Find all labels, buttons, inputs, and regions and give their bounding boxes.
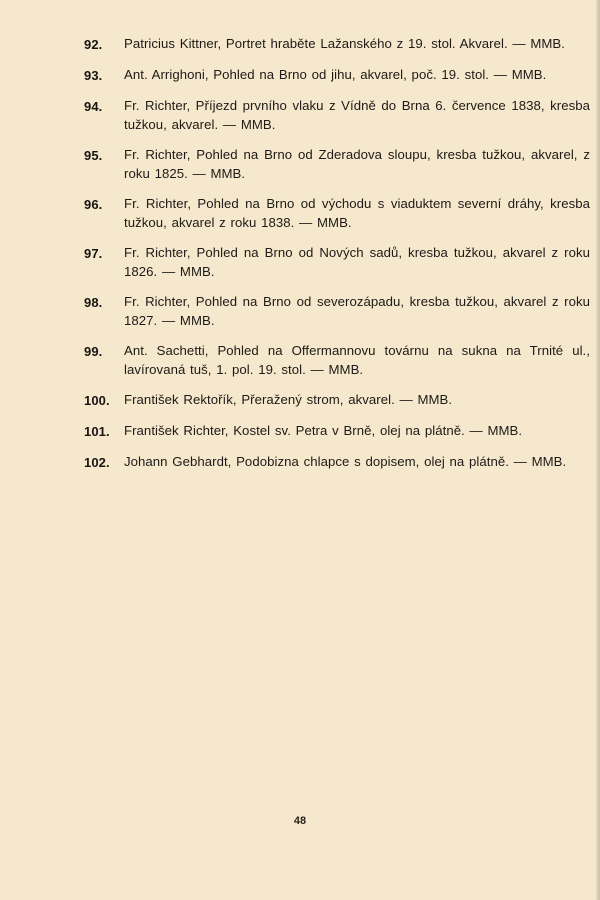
entry-text: Fr. Richter, Pohled na Brno od Nových sadů, kresba tužkou, akvarel z roku 1826. — MMB. (124, 245, 590, 279)
catalog-entry (84, 421, 592, 441)
entry-text: Fr. Richter, Pohled na Brno od severozápadu, kresba tužkou, akvarel z roku 1827. — MMB. (124, 294, 590, 328)
catalog-entry (84, 390, 592, 410)
catalog-entry (84, 341, 592, 379)
entry-number: 101. (84, 424, 110, 439)
catalog-entry (84, 145, 592, 183)
entry-number: 94. (84, 99, 103, 114)
entry-number: 99. (84, 344, 103, 359)
entry-text: Patricius Kittner, Portret hraběte Lažanského z 19. stol. Akvarel. — MMB. (124, 36, 565, 51)
entry-number: 100. (84, 393, 110, 408)
entry-number: 93. (84, 68, 103, 83)
catalog-entry (84, 96, 592, 134)
entry-number: 96. (84, 197, 103, 212)
entry-text: Ant. Arrighoni, Pohled na Brno od jihu, akvarel, poč. 19. stol. — MMB. (124, 67, 547, 82)
entry-text: František Rektořík, Přeražený strom, akvarel. — MMB. (124, 392, 453, 407)
catalog-entry (84, 194, 592, 232)
entry-text: Johann Gebhardt, Podobizna chlapce s dopisem, olej na plátně. — MMB. (124, 454, 567, 469)
entry-number: 102. (84, 455, 110, 470)
entry-number: 92. (84, 37, 103, 52)
catalog-entry (84, 243, 592, 281)
entry-text: Fr. Richter, Pohled na Brno od Zderadova sloupu, kresba tužkou, akvarel, z roku 1825. — MMB. (124, 147, 590, 181)
catalog-entry (84, 292, 592, 330)
entry-text: Ant. Sachetti, Pohled na Offermannovu továrnu na sukna na Trnité ul., lavírovaná tuš, 1. pol. 19. stol. — MMB. (124, 343, 590, 377)
catalog-entry (84, 34, 592, 54)
entry-number: 97. (84, 246, 103, 261)
entry-text: Fr. Richter, Pohled na Brno od východu s viaduktem severní dráhy, kresba tužkou, akvarel z roku 1838. — MMB. (124, 196, 590, 230)
catalog-list (84, 34, 592, 483)
page-number: 48 (293, 815, 307, 827)
entry-number: 98. (84, 295, 103, 310)
entry-text: František Richter, Kostel sv. Petra v Brně, olej na plátně. — MMB. (124, 423, 523, 438)
catalog-entry (84, 65, 592, 85)
catalog-entry (84, 452, 592, 472)
entry-number: 95. (84, 148, 103, 163)
entry-text: Fr. Richter, Příjezd prvního vlaku z Vídně do Brna 6. července 1838, kresba tužkou, akvarel. — MMB. (124, 98, 590, 132)
page-edge-shadow (596, 0, 600, 900)
